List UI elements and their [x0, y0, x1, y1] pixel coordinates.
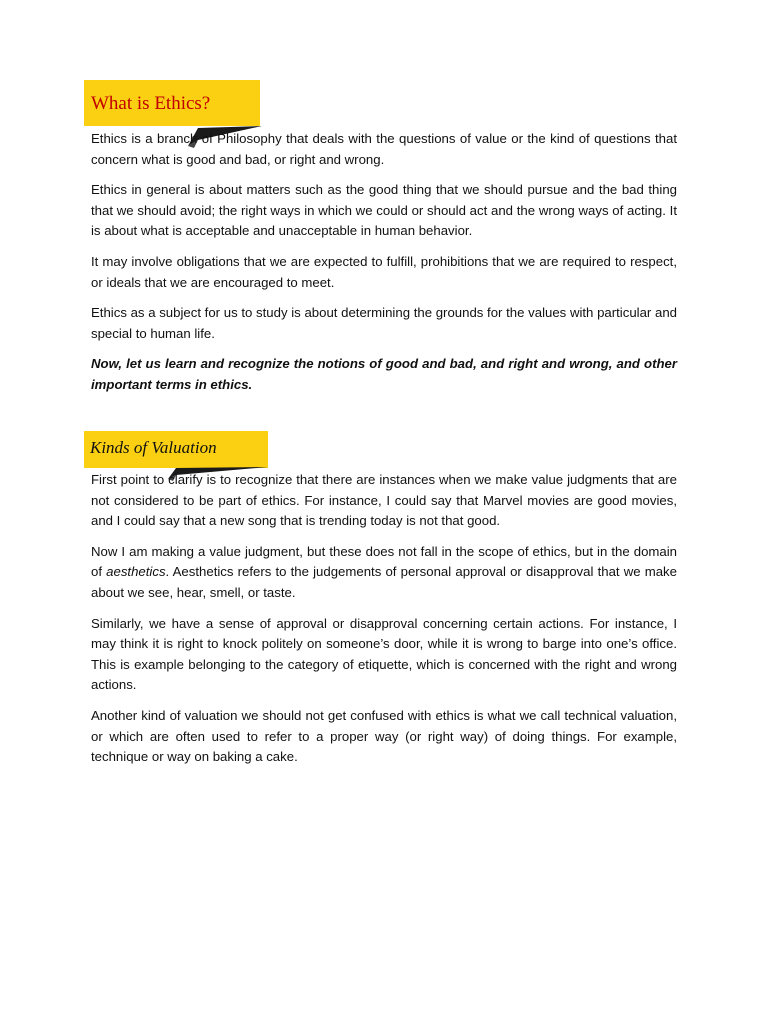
paragraph-text: Now I am making a value judgment, but these does not fall in the scope of ethics, but in the domain of — [91, 543, 677, 580]
paragraph: Ethics in general is about matters such as the good thing that we should pursue and the bad thing that we should avoid; the right ways in which we could or should act and the wrong ways of acting. It is about what is acceptable and unacceptable in human behavior. — [91, 182, 677, 239]
section-body — [91, 470, 677, 778]
paragraph: It may involve obligations that we are expected to fulfill, prohibitions that we are required to respect, or ideals that we are encouraged to meet. — [91, 253, 677, 290]
section-heading-banner — [84, 431, 268, 475]
paragraph-text: . Aesthetics refers to the judgements of personal approval or disapproval that we make about we see, hear, smell, or taste. — [91, 564, 677, 600]
italic-term: aesthetics — [106, 564, 166, 580]
paragraph: Another kind of valuation we should not get confused with ethics is what we call technical valuation, or which are often used to refer to a proper way (or right way) of doing things. For example, technique or way on baking a cake. — [91, 707, 677, 765]
paragraph: First point to clarify is to recognize that there are instances when we make value judgments that are not considered to be part of ethics. For instance, I could say that Marvel movies are good movies, and I could say that a new song that is trending today is not that good. — [91, 472, 677, 529]
section-heading-banner — [84, 80, 260, 124]
paragraph — [91, 542, 677, 604]
section-title: Kinds of Valuation — [90, 438, 217, 457]
paragraph: Ethics as a subject for us to study is about determining the grounds for the values with particular and special to human life. — [91, 305, 677, 341]
paragraph: Similarly, we have a sense of approval or disapproval concerning certain actions. For instance, I may think it is right to knock politely on someone’s door, while it is wrong to barge into one’s office. This is example belonging to the category of etiquette, which is concerned with the right and wrong actions. — [91, 615, 677, 693]
emphasis-paragraph: Now, let us learn and recognize the notions of good and bad, and right and wrong, and other important terms in ethics. — [91, 356, 677, 392]
paragraph: Ethics is a branch of Philosophy that deals with the questions of value or the kind of questions that concern what is good and bad, or right and wrong. — [91, 131, 677, 167]
section-body — [91, 129, 677, 406]
section-title: What is Ethics? — [91, 93, 211, 114]
